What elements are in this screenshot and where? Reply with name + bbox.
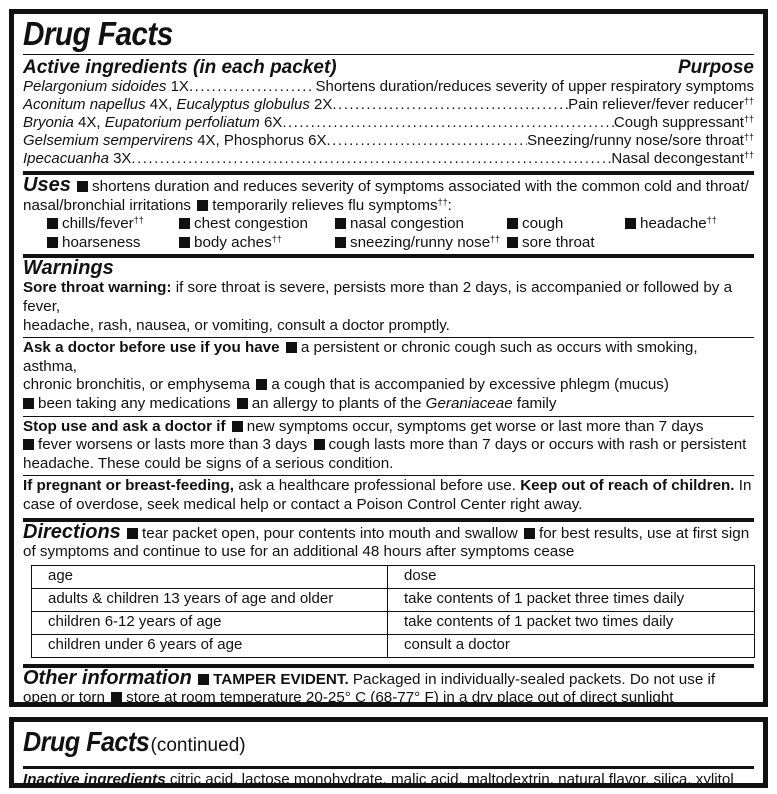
- symptom-label: sore throat: [522, 233, 595, 251]
- warning-text: fever worsens or lasts more than 3 days: [38, 436, 308, 454]
- table-row: [32, 634, 755, 657]
- pregnancy-warning: [23, 476, 754, 517]
- warning-text: an allergy to plants of the: [251, 394, 426, 412]
- dagger-mark: ††: [706, 215, 717, 226]
- directions-heading: Directions: [23, 520, 121, 543]
- ingredient-text: Eucalyptus globulus: [176, 96, 310, 113]
- dot-leader: [282, 114, 614, 132]
- drug-facts-continued-panel: [9, 717, 768, 788]
- warning-text: been taking any medications: [38, 394, 231, 412]
- bullet-square-icon: [256, 379, 267, 390]
- uses-text: shortens duration and reduces severity of symptoms associated with the common cold and throat/: [92, 178, 749, 195]
- bullet-square-icon: [507, 237, 518, 248]
- uses-text: temporarily relieves flu symptoms: [212, 196, 438, 214]
- bullet-square-icon: [237, 398, 248, 409]
- active-ingredients-section: [23, 55, 754, 168]
- inactive-ingredients-label: Inactive ingredients: [23, 771, 166, 788]
- table-cell: take contents of 1 packet three times daily: [388, 588, 755, 611]
- directions-text: for best results, use at first sign: [538, 524, 750, 542]
- dosage-table: [31, 565, 755, 658]
- symptom-label: cough: [522, 215, 564, 233]
- ingredient-text: 4X,: [73, 114, 105, 131]
- tamper-label: TAMPER EVIDENT.: [213, 670, 349, 688]
- ingredient-purpose: [614, 114, 754, 132]
- panel-title: Drug Facts: [23, 15, 173, 52]
- purpose-text: Shortens duration/reduces severity of upper respiratory symptoms: [315, 78, 754, 95]
- sore-throat-label: Sore throat warning:: [23, 279, 172, 297]
- continued-title: Drug Facts: [23, 726, 150, 757]
- directions-text: of symptoms and continue to use for an additional 48 hours after symptoms cease: [23, 543, 575, 561]
- ingredient-purpose: [527, 132, 754, 150]
- ingredient-text: 2X: [309, 96, 333, 113]
- table-row: [32, 588, 755, 611]
- uses-text: nasal/bronchial irritations: [23, 196, 191, 214]
- directions-section: [23, 522, 754, 664]
- ingredient-text: Ipecacuanha: [23, 150, 109, 167]
- stop-use-warning: [23, 417, 754, 476]
- purpose-text: Nasal decongestant: [611, 150, 744, 167]
- symptom-item: [177, 215, 333, 234]
- bullet-square-icon: [127, 528, 138, 539]
- warning-text: headache. These could be signs of a serious condition.: [23, 454, 394, 472]
- warnings-heading: Warnings: [23, 257, 114, 280]
- symptom-label: sneezing/runny nose: [350, 233, 491, 251]
- ingredient-text: 4X, Phosphorus 6X: [193, 132, 327, 149]
- active-ingredients-list: [23, 78, 754, 168]
- warning-text: Geraniaceae: [425, 394, 513, 412]
- bullet-square-icon: [335, 218, 346, 229]
- dagger-mark: ††: [490, 233, 501, 244]
- bullet-square-icon: [625, 218, 636, 229]
- stop-use-label: Stop use and ask a doctor if: [23, 417, 226, 435]
- symptom-item: [505, 234, 623, 253]
- ingredient-name: [23, 114, 282, 132]
- purpose-text: Sneezing/runny nose/sore throat: [527, 132, 744, 149]
- uses-heading: Uses: [23, 174, 71, 196]
- dagger-mark: ††: [743, 132, 754, 142]
- table-header-cell: age: [32, 565, 388, 588]
- ingredient-purpose: [568, 96, 754, 114]
- bullet-square-icon: [179, 237, 190, 248]
- ingredient-text: 1X: [166, 78, 189, 95]
- active-ingredients-heading: Active ingredients (in each packet): [23, 57, 337, 78]
- table-header-cell: dose: [388, 565, 755, 588]
- bullet-square-icon: [47, 237, 58, 248]
- ingredient-name: [23, 132, 326, 150]
- purpose-text: Pain reliever/fever reducer: [568, 96, 744, 113]
- ingredient-name: [23, 96, 332, 114]
- bullet-square-icon: [198, 674, 209, 685]
- other-info-text: store at room temperature 20-25° C (68-77° F) in a dry place out of direct sunlight: [126, 689, 674, 707]
- warning-text: family: [512, 394, 557, 412]
- symptom-item: [45, 215, 177, 234]
- warning-text: case of overdose, seek medical help or contact a Poison Control Center right away.: [23, 495, 583, 513]
- keep-out-label: Keep out of reach of children.: [520, 477, 735, 495]
- warning-text: new symptoms occur, symptoms get worse or last more than 7 days: [246, 417, 704, 435]
- directions-text: tear packet open, pour contents into mouth and swallow: [142, 524, 518, 542]
- sore-throat-text: headache, rash, nausea, or vomiting, consult a doctor promptly.: [23, 316, 450, 334]
- warnings-section: [23, 258, 754, 517]
- bullet-square-icon: [179, 218, 190, 229]
- warning-text: In: [734, 477, 752, 495]
- dagger-mark: ††: [743, 150, 754, 160]
- symptom-item: [623, 215, 743, 234]
- dagger-mark: ††: [133, 215, 144, 226]
- symptom-list: [23, 215, 754, 252]
- ingredient-text: 4X,: [145, 96, 177, 113]
- ingredient-name: [23, 78, 189, 96]
- symptom-item: [177, 234, 333, 253]
- inactive-ingredients-text: citric acid, lactose monohydrate, malic acid, maltodextrin, natural flavor, silica, xylitol: [165, 771, 734, 788]
- bullet-square-icon: [232, 421, 243, 432]
- bullet-square-icon: [286, 342, 297, 353]
- sore-throat-warning: [23, 279, 754, 337]
- dot-leader: [326, 132, 527, 150]
- symptom-label: hoarseness: [62, 233, 141, 251]
- pregnancy-label: If pregnant or breast-feeding,: [23, 477, 234, 495]
- dot-leader: [131, 150, 611, 168]
- bullet-square-icon: [314, 439, 325, 450]
- symptom-label: chills/fever: [62, 215, 134, 233]
- other-info-text: open or torn: [23, 689, 105, 707]
- ingredient-name: [23, 150, 131, 168]
- active-ingredient-row: [23, 132, 754, 150]
- bullet-square-icon: [111, 692, 122, 703]
- warning-text: a cough that is accompanied by excessive phlegm (mucus): [271, 376, 669, 394]
- warning-text: cough lasts more than 7 days or occurs with rash or persistent: [328, 436, 747, 454]
- continued-title-row: [23, 722, 754, 766]
- symptom-item: [333, 234, 505, 253]
- other-information-section: [23, 668, 754, 710]
- dagger-mark: ††: [743, 114, 754, 124]
- bullet-square-icon: [197, 200, 208, 211]
- symptom-item: [505, 215, 623, 234]
- ingredient-text: Pelargonium sidoides: [23, 78, 167, 95]
- ask-doctor-warning: [23, 338, 754, 415]
- ingredient-text: Eupatorium perfoliatum: [104, 114, 260, 131]
- other-information-heading: Other information: [23, 666, 192, 689]
- dagger-mark: ††: [743, 96, 754, 106]
- sore-throat-text: if sore throat is severe, persists more than 2 days, is accompanied or followed by a fever,: [23, 279, 733, 315]
- warning-text: chronic bronchitis, or emphysema: [23, 376, 251, 394]
- table-cell: adults & children 13 years of age and older: [32, 588, 388, 611]
- dagger-mark: ††: [271, 233, 282, 244]
- ingredient-text: 3X: [108, 150, 132, 167]
- warning-text: a persistent or chronic cough such as occurs with smoking, asthma,: [23, 339, 698, 375]
- table-cell: children under 6 years of age: [32, 634, 388, 657]
- active-ingredient-row: [23, 96, 754, 114]
- dagger-mark: ††: [437, 196, 448, 207]
- active-ingredient-row: [23, 150, 754, 168]
- warning-text: ask a healthcare professional before use.: [233, 477, 521, 495]
- table-row: [32, 611, 755, 634]
- bullet-square-icon: [77, 181, 88, 192]
- active-ingredients-header: [23, 57, 754, 78]
- ingredient-text: 6X: [259, 114, 283, 131]
- table-cell: children 6-12 years of age: [32, 611, 388, 634]
- dot-leader: [332, 96, 568, 114]
- ingredient-text: Gelsemium sempervirens: [23, 132, 194, 149]
- uses-text: :: [447, 196, 452, 214]
- bullet-square-icon: [23, 439, 34, 450]
- symptom-item: [45, 234, 177, 253]
- active-ingredient-row: [23, 78, 754, 96]
- dot-leader: [189, 78, 316, 96]
- ingredient-text: Aconitum napellus: [23, 96, 146, 113]
- symptom-label: headache: [640, 215, 707, 233]
- other-info-text: Packaged in individually-sealed packets. Do not use if: [348, 670, 716, 688]
- table-header-row: [32, 565, 755, 588]
- bullet-square-icon: [524, 528, 535, 539]
- bullet-square-icon: [507, 218, 518, 229]
- ingredient-text: Bryonia: [23, 114, 74, 131]
- ingredient-purpose: [315, 78, 754, 96]
- symptom-item: [333, 215, 505, 234]
- ask-doctor-label: Ask a doctor before use if you have: [23, 339, 280, 357]
- uses-section: [23, 175, 754, 254]
- ingredient-purpose: [611, 150, 754, 168]
- bullet-square-icon: [335, 237, 346, 248]
- purpose-heading: Purpose: [677, 57, 754, 78]
- active-ingredient-row: [23, 114, 754, 132]
- symptom-label: chest congestion: [194, 215, 308, 233]
- drug-facts-panel: [9, 9, 768, 707]
- continued-suffix: (continued): [145, 735, 246, 756]
- symptom-label: body aches: [194, 233, 272, 251]
- table-cell: consult a doctor: [388, 634, 755, 657]
- table-cell: take contents of 1 packet two times daily: [388, 611, 755, 634]
- purpose-text: Cough suppressant: [613, 114, 744, 131]
- bullet-square-icon: [23, 398, 34, 409]
- bullet-square-icon: [47, 218, 58, 229]
- symptom-label: nasal congestion: [350, 215, 464, 233]
